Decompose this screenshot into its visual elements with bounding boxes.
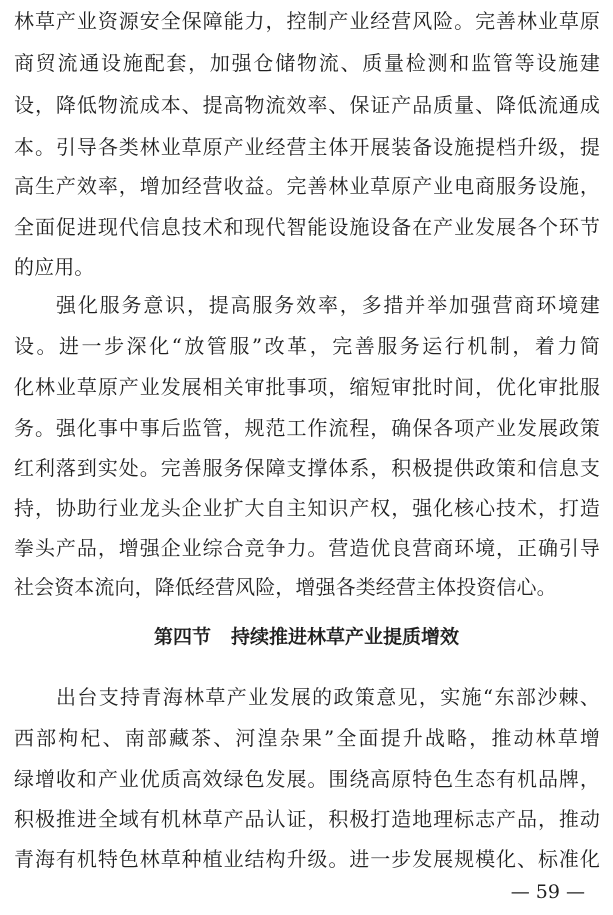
text-line: 社会资本流向，降低经营风险，增强各类经营主体投资信心。 bbox=[14, 575, 557, 599]
section-heading bbox=[0, 619, 613, 655]
page-number: — 59 — bbox=[510, 881, 585, 903]
text-line: 化林业草原产业发展相关审批事项，缩短审批时间，优化审批服 bbox=[14, 375, 600, 399]
text-line: 的应用。 bbox=[14, 255, 95, 279]
text-line: 本。引导各类林业草原产业经营主体开展装备设施提档升级，提 bbox=[14, 135, 600, 159]
section-number: 第四节 bbox=[153, 626, 211, 648]
text-line: 出台支持青海林草产业发展的政策意见，实施“东部沙棘、 bbox=[56, 685, 600, 709]
text-line: 强化服务意识，提高服务效率，多措并举加强营商环境建 bbox=[56, 293, 600, 317]
text-line: 设。进一步深化“放管服”改革，完善服务运行机制，着力简 bbox=[14, 334, 600, 358]
text-line: 积极推进全域有机林草产品认证，积极打造地理标志产品，推动 bbox=[14, 807, 600, 831]
text-line: 设，降低物流成本、提高物流效率、保证产品质量、降低流通成 bbox=[14, 93, 600, 117]
section-title: 持续推进林草产业提质增效 bbox=[231, 626, 460, 648]
text-line: 红利落到实处。完善服务保障支撑体系，积极提供政策和信息支 bbox=[14, 456, 600, 480]
text-line: 持，协助行业龙头企业扩大自主知识产权，强化核心技术，打造 bbox=[14, 496, 600, 520]
text-line: 务。强化事中事后监管，规范工作流程，确保各项产业发展政策 bbox=[14, 416, 600, 440]
text-line: 绿增收和产业优质高效绿色发展。围绕高原特色生态有机品牌， bbox=[14, 767, 600, 791]
text-line: 全面促进现代信息技术和现代智能设施设备在产业发展各个环节 bbox=[14, 215, 600, 239]
text-line: 高生产效率，增加经营收益。完善林业草原产业电商服务设施， bbox=[14, 174, 600, 198]
text-line: 林草产业资源安全保障能力，控制产业经营风险。完善林业草原 bbox=[14, 9, 600, 33]
text-line: 青海有机特色林草种植业结构升级。进一步发展规模化、标准化 bbox=[14, 847, 600, 871]
text-line: 商贸流通设施配套，加强仓储物流、质量检测和监管等设施建 bbox=[14, 51, 600, 75]
text-line: 拳头产品，增强企业综合竞争力。营造优良营商环境，正确引导 bbox=[14, 536, 600, 560]
text-line: 西部枸杞、南部藏茶、河湟杂果”全面提升战略，推动林草增 bbox=[14, 726, 600, 750]
